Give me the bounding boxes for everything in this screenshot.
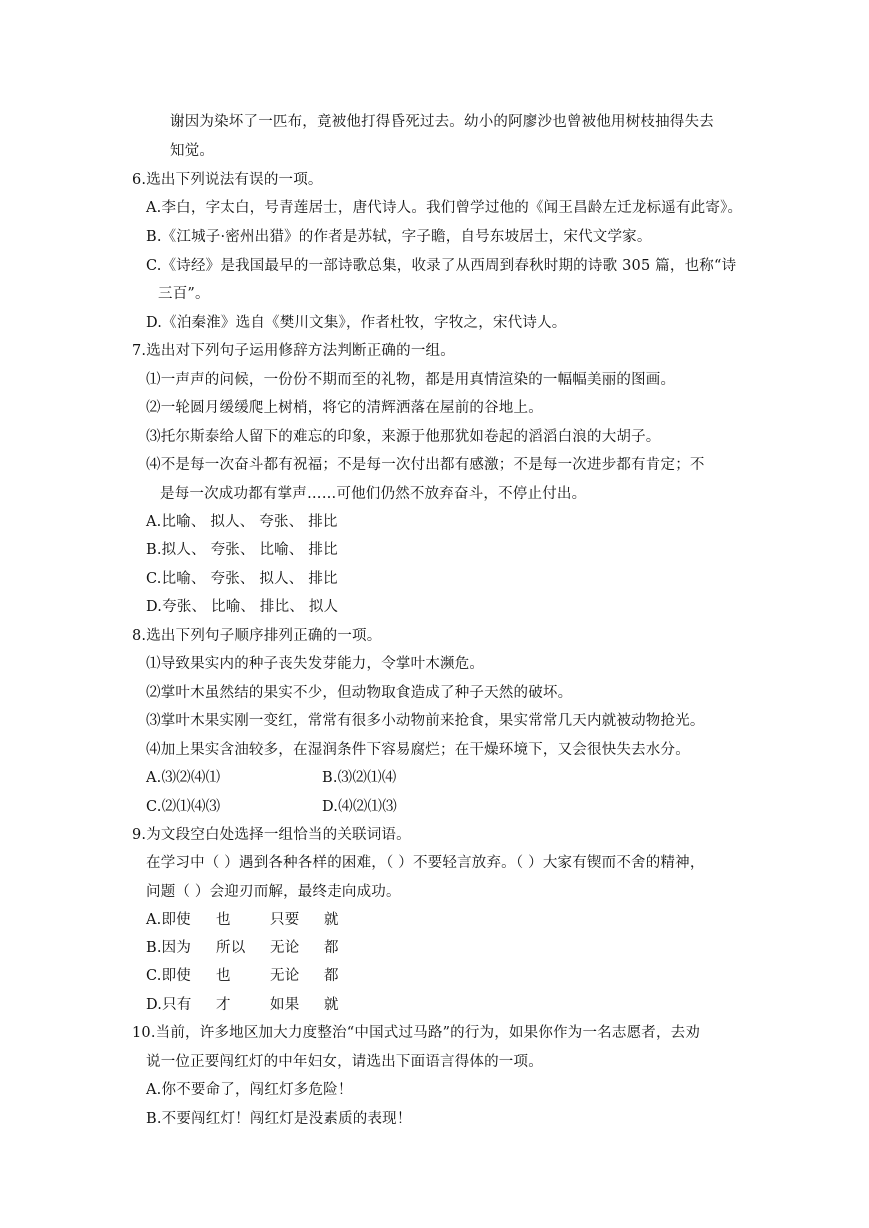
q6-option-d: D.《泊秦淮》选自《樊川文集》，作者杜牧，字牧之，宋代诗人。: [146, 315, 567, 331]
q9-option-b: [146, 938, 339, 958]
q6-option-c-line-2: 三百”。: [158, 286, 210, 302]
q9-option-c-word-4: 都: [324, 968, 339, 984]
q9-option-b-word-4: 都: [324, 940, 339, 956]
q7-option-b: B.拟人、 夸张、 比喻、 排比: [146, 542, 338, 558]
q9-passage-line-1: 在学习中（ ）遇到各种各样的困难，（ ）不要轻言放弃。（ ）大家有锲而不舍的精神，: [146, 855, 705, 871]
q9-passage-line-2: 问题（ ）会迎刃而解，最终走向成功。: [146, 884, 401, 900]
q8-options-row-2: [146, 797, 397, 817]
q6-option-a: A.李白，字太白，号青莲居士，唐代诗人。我们曾学过他的《闻王昌龄左迁龙标遥有此寄》。: [146, 200, 743, 216]
q6-option-c-line-1: C.《诗经》是我国最早的一部诗歌总集，收录了从西周到春秋时期的诗歌 305 篇，也称“诗: [146, 258, 737, 274]
q7-sentence-2: ⑵一轮圆月缓缓爬上树梢，将它的清辉洒落在屋前的谷地上。: [146, 400, 543, 416]
q8-sentence-1: ⑴导致果实内的种子丧失发芽能力，令掌叶木濒危。: [146, 656, 485, 672]
q9-option-d-word-4: 就: [324, 997, 339, 1013]
q9-option-d: [146, 995, 339, 1015]
q7-sentence-1: ⑴一声声的问候，一份份不期而至的礼物，都是用真情渲染的一幅幅美丽的图画。: [146, 372, 676, 388]
q9-option-d-word-1: D.只有: [146, 997, 192, 1013]
q9-option-c-word-3: 无论: [270, 968, 300, 984]
q9-option-a-word-3: 只要: [270, 912, 300, 928]
q8-option-c: C.⑵⑴⑷⑶: [146, 799, 221, 815]
q9-stem: 9.为文段空白处选择一组恰当的关联词语。: [132, 827, 411, 843]
q6-stem: 6.选出下列说法有误的一项。: [132, 172, 323, 188]
q8-sentence-4: ⑷加上果实含油较多，在湿润条件下容易腐烂；在干燥环境下，又会很快失去水分。: [146, 742, 690, 758]
carryover-line-1: 谢因为染坏了一匹布，竟被他打得昏死过去。幼小的阿廖沙也曾被他用树枝抽得失去: [170, 114, 714, 130]
q8-option-a: A.⑶⑵⑷⑴: [146, 770, 221, 786]
q8-option-b: B.⑶⑵⑴⑷: [322, 770, 397, 786]
q8-options-row-1: [146, 768, 396, 788]
q9-option-a-word-1: A.即使: [146, 912, 191, 928]
q9-option-c: [146, 966, 339, 986]
q9-option-b-word-3: 无论: [270, 940, 300, 956]
q8-sentence-3: ⑶掌叶木果实刚一变红，常常有很多小动物前来抢食，果实常常几天内就被动物抢光。: [146, 713, 705, 729]
q9-option-d-word-2: 才: [216, 997, 231, 1013]
q9-option-b-word-1: B.因为: [146, 940, 192, 956]
carryover-line-2: 知觉。: [170, 143, 215, 159]
q9-option-a-word-4: 就: [324, 912, 339, 928]
q7-option-a: A.比喻、 拟人、 夸张、 排比: [146, 514, 338, 530]
q9-option-a-word-2: 也: [216, 912, 231, 928]
q10-stem-line-1: 10.当前，许多地区加大力度整治“中国式过马路”的行为，如果你作为一名志愿者，去劝: [132, 1025, 701, 1041]
q7-option-c: C.比喻、 夸张、 拟人、 排比: [146, 571, 338, 587]
q7-sentence-4-line-2: 是每一次成功都有掌声……可他们仍然不放弃奋斗，不停止付出。: [160, 486, 587, 502]
q9-option-c-word-1: C.即使: [146, 968, 191, 984]
q6-option-b: B.《江城子·密州出猎》的作者是苏轼，字子瞻，自号东坡居士，宋代文学家。: [146, 229, 652, 245]
q8-sentence-2: ⑵掌叶木虽然结的果实不少，但动物取食造成了种子天然的破坏。: [146, 685, 573, 701]
q8-stem: 8.选出下列句子顺序排列正确的一项。: [132, 628, 382, 644]
q10-stem-line-2: 说一位正要闯红灯的中年妇女，请选出下面语言得体的一项。: [146, 1054, 543, 1070]
q7-sentence-4-line-1: ⑷不是每一次奋斗都有祝福；不是每一次付出都有感激；不是每一次进步都有肯定；不: [146, 457, 705, 473]
q10-option-a: A.你不要命了，闯红灯多危险！: [146, 1082, 353, 1098]
q8-option-d: D.⑷⑵⑴⑶: [322, 799, 397, 815]
q9-option-c-word-2: 也: [216, 968, 231, 984]
q7-sentence-3: ⑶托尔斯泰给人留下的难忘的印象，来源于他那犹如卷起的滔滔白浪的大胡子。: [146, 429, 661, 445]
q7-stem: 7.选出对下列句子运用修辞方法判断正确的一组。: [132, 343, 455, 359]
q7-option-d: D.夸张、 比喻、 排比、 拟人: [146, 599, 339, 615]
q9-option-b-word-2: 所以: [216, 940, 246, 956]
q9-option-d-word-3: 如果: [270, 997, 300, 1013]
q10-option-b: B.不要闯红灯！闯红灯是没素质的表现！: [146, 1111, 412, 1127]
q9-option-a: [146, 910, 339, 930]
